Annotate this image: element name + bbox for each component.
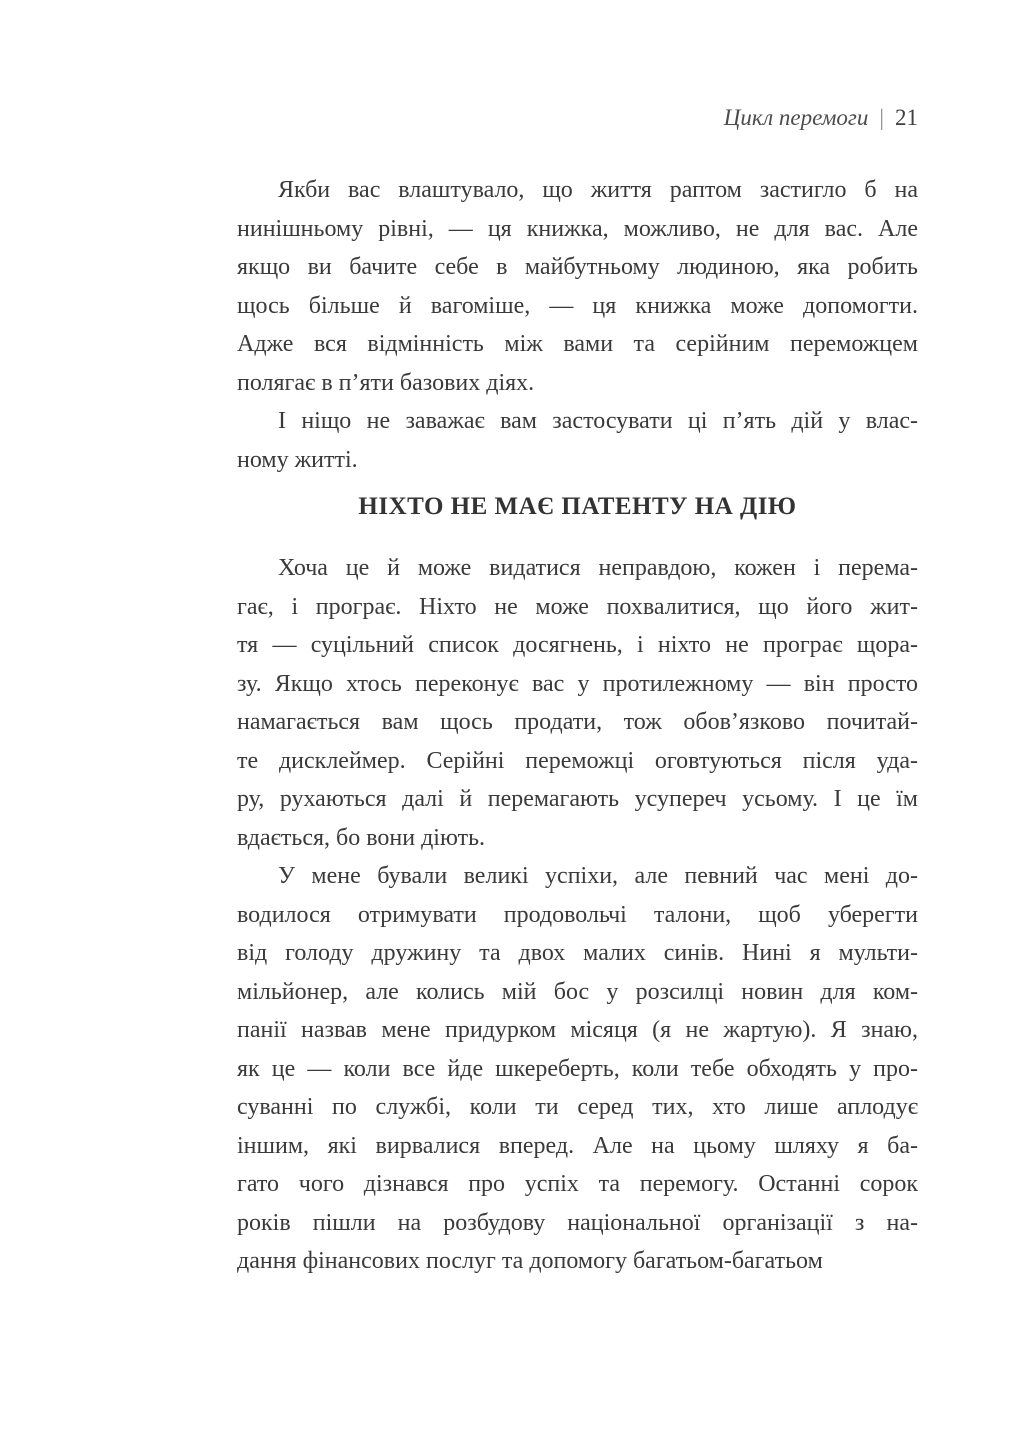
text-line: іншим, які вирвалися вперед. Але на цьому шляху я ба-: [237, 1132, 918, 1159]
header-separator: |: [879, 105, 884, 130]
chapter-title: Цикл перемоги: [723, 105, 869, 130]
paragraph: [237, 549, 918, 857]
text-line: дання фінансових послуг та допомогу багатьом-багатьом: [237, 1248, 823, 1274]
text-line: якщо ви бачите себе в майбутньому людиною, яка робить: [237, 254, 918, 280]
text-line: Якби вас влаштувало, що життя раптом застигло б на: [278, 177, 918, 203]
text-line: У мене бували великі успіхи, але певний час мені до-: [278, 863, 918, 889]
text-line: гато чого дізнався про успіх та перемогу. Останні сорок: [237, 1171, 918, 1197]
page-number: 21: [895, 105, 918, 130]
text-line: мільйонер, але колись мій бос у розсилці новин для ком-: [237, 978, 918, 1005]
text-line: від голоду дружину та двох малих синів. Нині я мульти-: [237, 940, 918, 966]
text-line: водилося отримувати продовольчі талони, щоб уберегти: [237, 901, 918, 928]
text-line: нинішньому рівні, — ця книжка, можливо, не для вас. Але: [237, 215, 918, 242]
text-line: щось більше й вагоміше, — ця книжка може допомогти.: [237, 292, 918, 319]
paragraph: [237, 171, 918, 402]
text-line: І ніщо не заважає вам застосувати ці п’ять дій у влас-: [278, 408, 918, 434]
paragraph: [237, 857, 918, 1281]
text-line: Адже вся відмінність між вами та серійним переможцем: [237, 331, 918, 357]
text-line: суванні по службі, коли ти серед тих, хто лише аплодує: [237, 1094, 918, 1120]
page-body: [237, 171, 918, 1281]
text-line: те дисклеймер. Серійні переможці оговтуються після уда-: [237, 747, 918, 774]
text-line: Хоча це й може видатися неправдою, кожен і перема-: [278, 555, 918, 581]
running-header: [237, 104, 918, 132]
text-line: намагається вам щось продати, тож обов’язково почитай-: [237, 709, 918, 735]
text-line: вдається, бо вони діють.: [237, 824, 486, 851]
text-line: років пішли на розбудову національної організації з на-: [237, 1209, 918, 1236]
text-line: гає, і програє. Ніхто не може похвалитися, що його жит-: [237, 593, 918, 620]
section-heading: НІХТО НЕ МАЄ ПАТЕНТУ НА ДІЮ: [358, 493, 797, 520]
text-line: тя — суцільний список досягнень, і ніхто не програє щора-: [237, 632, 918, 658]
text-line: панії назвав мене придурком місяця (я не жартую). Я знаю,: [237, 1017, 918, 1043]
text-line: ру, рухаються далі й перемагають усупереч усьому. І це їм: [237, 786, 918, 812]
text-line: як це — коли все йде шкереберть, коли тебе обходять у про-: [237, 1055, 918, 1082]
text-line: зу. Якщо хтось переконує вас у протилежному — він просто: [237, 670, 918, 697]
text-line: ному житті.: [237, 446, 358, 473]
text-line: полягає в п’яти базових діях.: [237, 369, 535, 396]
paragraph: [237, 402, 918, 479]
